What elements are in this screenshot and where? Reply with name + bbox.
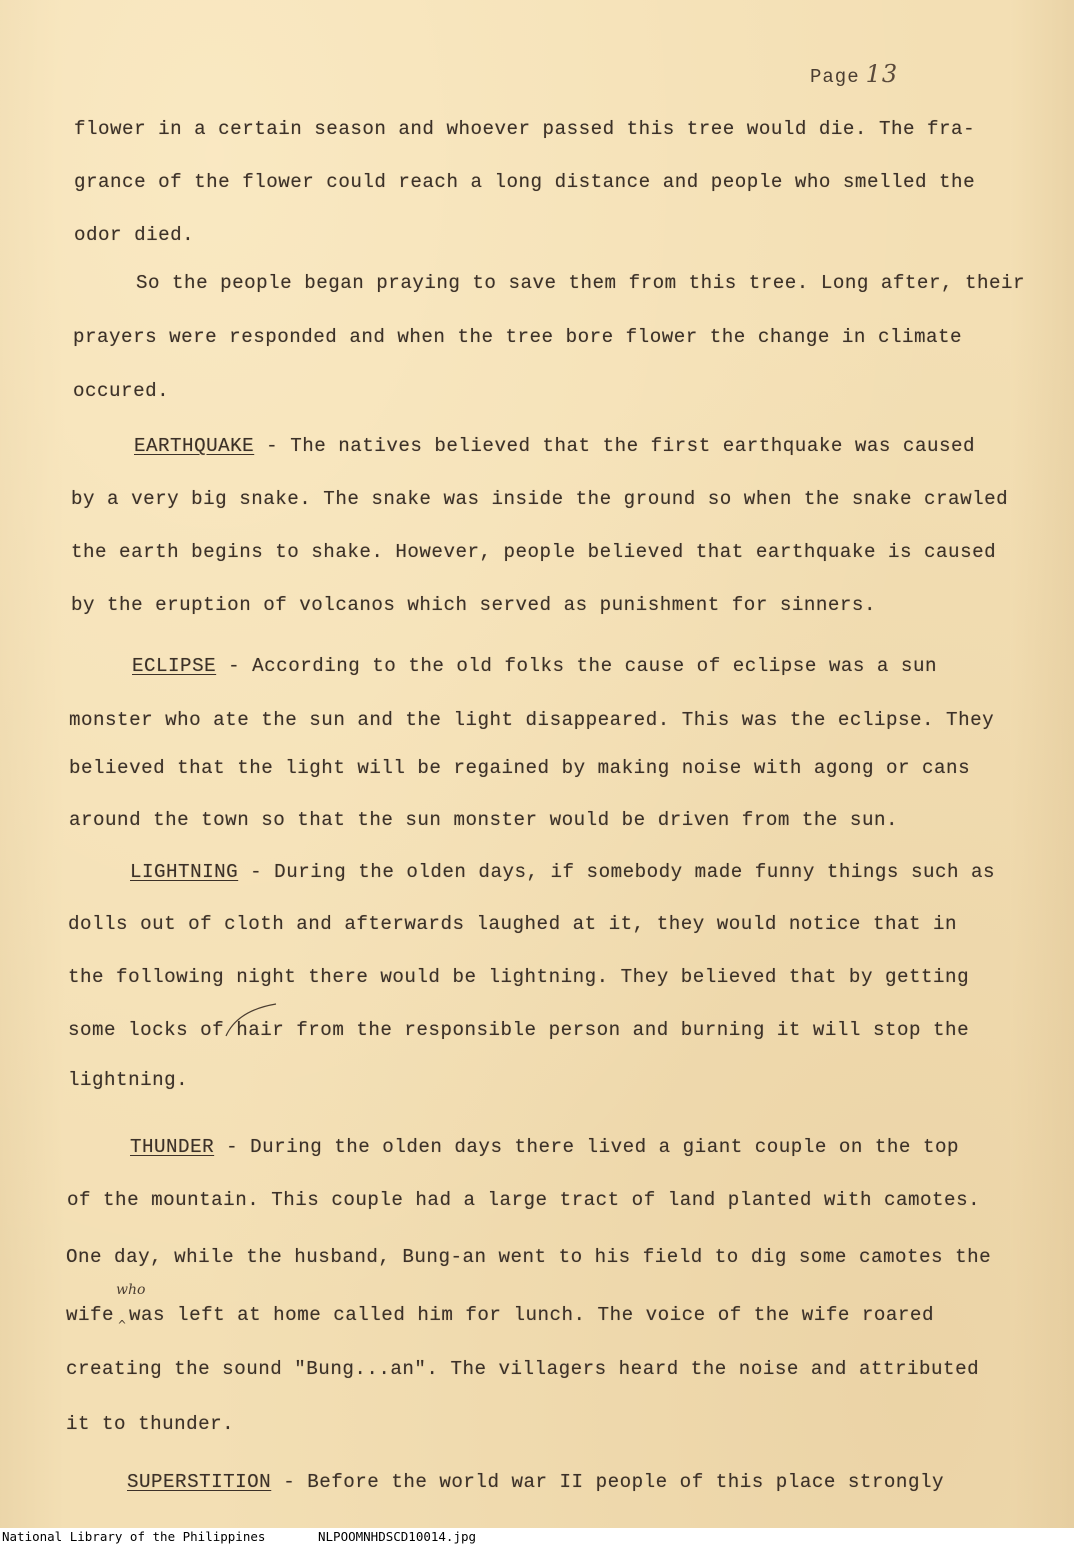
- text-line: the earth begins to shake. However, people believed that earthquake is caused: [71, 541, 997, 563]
- text-line: odor died.: [74, 224, 195, 246]
- text-line: - During the olden days, if somebody made funny things such as: [238, 861, 996, 883]
- page-number-handwritten: 13: [865, 60, 899, 88]
- paragraph-eclipse-first-line: [132, 655, 937, 677]
- text-line: by the eruption of volcanos which served as punishment for sinners.: [71, 594, 876, 616]
- text-line: - During the olden days there lived a giant couple on the top: [214, 1136, 960, 1158]
- paragraph-lightning-first-line: [130, 861, 995, 883]
- text-line: So the people began praying to save them from this tree. Long after, their: [136, 272, 1026, 294]
- text-line: around the town so that the sun monster would be driven from the sun.: [69, 809, 898, 831]
- heading-superstition: SUPERSTITION: [127, 1471, 272, 1493]
- heading-lightning: LIGHTNING: [130, 861, 239, 883]
- text-line: the following night there would be lightning. They believed that by getting: [68, 966, 970, 988]
- text-line: believed that the light will be regained by making noise with agong or cans: [69, 757, 971, 779]
- text-line: creating the sound "Bung...an". The villagers heard the noise and attributed: [66, 1358, 980, 1380]
- heading-thunder: THUNDER: [130, 1136, 215, 1158]
- text-line: lightning.: [68, 1069, 189, 1091]
- text-line: was left at home called him for lunch. The voice of the wife roared: [129, 1304, 934, 1326]
- footer-institution: National Library of the Philippines: [2, 1529, 266, 1544]
- insertion-caret: ^: [117, 1318, 127, 1332]
- text-line: by a very big snake. The snake was inside the ground so when the snake crawled: [71, 488, 1009, 510]
- text-line: flower in a certain season and whoever passed this tree would die. The fra-: [74, 118, 976, 140]
- heading-eclipse: ECLIPSE: [132, 655, 217, 677]
- text-line: - The natives believed that the first earthquake was caused: [254, 435, 976, 457]
- text-line: dolls out of cloth and afterwards laughed at it, they would notice that in: [68, 913, 958, 935]
- footer-filename: NLPOOMNHDSCD10014.jpg: [318, 1529, 477, 1544]
- heading-earthquake: EARTHQUAKE: [134, 435, 255, 457]
- text-line: some locks of hair from the responsible person and burning it will stop the: [68, 1019, 970, 1041]
- text-line: occured.: [73, 380, 170, 402]
- page-number: [810, 60, 898, 88]
- paragraph-earthquake-first-line: [134, 435, 975, 457]
- text-line: grance of the flower could reach a long distance and people who smelled the: [74, 171, 976, 193]
- text-line: - According to the old folks the cause of eclipse was a sun: [216, 655, 937, 677]
- text-line: One day, while the husband, Bung-an went to his field to dig some camotes the: [66, 1246, 992, 1268]
- text-line: prayers were responded and when the tree bore flower the change in climate: [73, 326, 963, 348]
- text-line: it to thunder.: [66, 1413, 235, 1435]
- text-line: monster who ate the sun and the light disappeared. This was the eclipse. They: [69, 709, 995, 731]
- scan-footer: [0, 1528, 1074, 1546]
- page-label: Page: [810, 66, 860, 88]
- text-line: - Before the world war II people of this place strongly: [271, 1471, 944, 1493]
- paragraph-superstition-first-line: [127, 1471, 944, 1493]
- handwritten-insertion: who: [116, 1282, 146, 1298]
- paragraph-thunder-first-line: [130, 1136, 959, 1158]
- text-line: wife: [66, 1304, 115, 1326]
- text-line: of the mountain. This couple had a large tract of land planted with camotes.: [67, 1189, 981, 1211]
